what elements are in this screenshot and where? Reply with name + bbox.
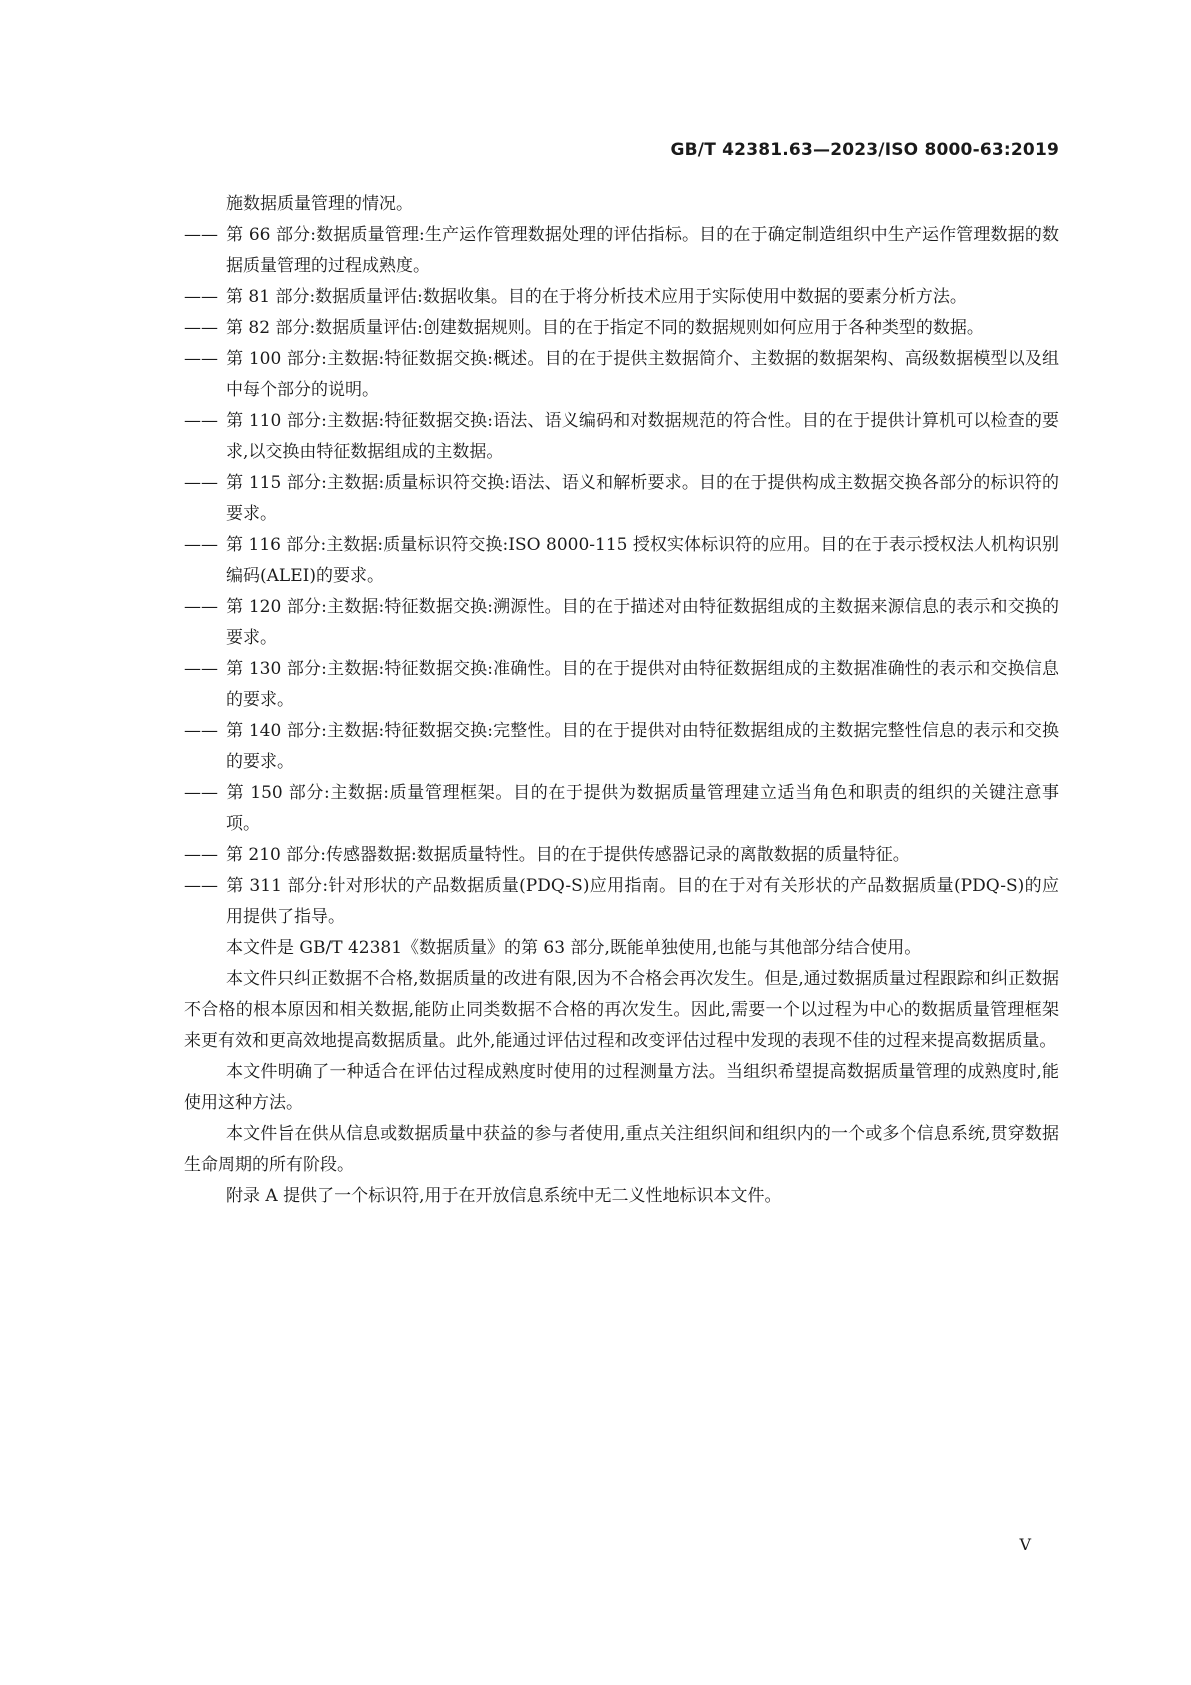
em-dash-marker: —— [184,659,218,679]
list-item-part-120 [184,592,1059,654]
standard-number-header: GB/T 42381.63—2023/ISO 8000-63:2019 [670,140,1059,160]
paragraph-annex-identifier: 附录 A 提供了一个标识符,用于在开放信息系统中无二义性地标识本文件。 [226,1186,782,1206]
em-dash-marker: —— [184,349,218,369]
paragraph-part-statement: 本文件是 GB/T 42381《数据质量》的第 63 部分,既能单独使用,也能与其他部分结合使用。 [226,938,922,958]
list-item-text: 第 116 部分:主数据:质量标识符交换:ISO 8000-115 授权实体标识符的应用。目的在于表示授权法人机构识别编码(ALEI)的要求。 [226,535,1059,586]
list-item-part-130 [184,654,1059,716]
paragraph-measurement-method: 本文件明确了一种适合在评估过程成熟度时使用的过程测量方法。当组织希望提高数据质量管理的成熟度时,能使用这种方法。 [184,1062,1059,1113]
paragraph-intended-audience: 本文件旨在供从信息或数据质量中获益的参与者使用,重点关注组织间和组织内的一个或多个信息系统,贯穿数据生命周期的所有阶段。 [184,1124,1059,1175]
list-item-text: 第 82 部分:数据质量评估:创建数据规则。目的在于指定不同的数据规则如何应用于各种类型的数据。 [226,318,984,338]
list-item-text: 第 150 部分:主数据:质量管理框架。目的在于提供为数据质量管理建立适当角色和职责的组织的关键注意事项。 [226,783,1059,834]
list-item-part-140 [184,716,1059,778]
list-item-part-82 [184,313,1059,344]
page-number: V [1019,1535,1031,1554]
list-item-text: 第 130 部分:主数据:特征数据交换:准确性。目的在于提供对由特征数据组成的主数据准确性的表示和交换信息的要求。 [226,659,1059,710]
list-item-text: 第 210 部分:传感器数据:数据质量特性。目的在于提供传感器记录的离散数据的质量特征。 [226,845,910,865]
em-dash-marker: —— [184,535,218,555]
list-item-part-115 [184,468,1059,530]
list-item-part-81 [184,282,1059,313]
continued-list-text: 施数据质量管理的情况。 [226,194,413,214]
list-item-part-150 [184,778,1059,840]
list-item-part-311 [184,871,1059,933]
list-item-text: 第 311 部分:针对形状的产品数据质量(PDQ-S)应用指南。目的在于对有关形状的产品数据质量(PDQ-S)的应用提供了指导。 [226,876,1059,927]
em-dash-marker: —— [184,287,218,307]
em-dash-marker: —— [184,318,218,338]
em-dash-marker: —— [184,473,218,493]
list-item-part-116 [184,530,1059,592]
list-item-part-100 [184,344,1059,406]
em-dash-marker: —— [184,876,218,896]
list-item-part-66 [184,220,1059,282]
document-body [184,189,1059,1212]
list-item-text: 第 140 部分:主数据:特征数据交换:完整性。目的在于提供对由特征数据组成的主数据完整性信息的表示和交换的要求。 [226,721,1059,772]
list-item-part-210 [184,840,1059,871]
list-item-text: 第 100 部分:主数据:特征数据交换:概述。目的在于提供主数据简介、主数据的数据架构、高级数据模型以及组中每个部分的说明。 [226,349,1059,400]
list-item-text: 第 110 部分:主数据:特征数据交换:语法、语义编码和对数据规范的符合性。目的在于提供计算机可以检查的要求,以交换由特征数据组成的主数据。 [226,411,1059,462]
em-dash-marker: —— [184,597,218,617]
em-dash-marker: —— [184,721,218,741]
paragraph-scope-limitation: 本文件只纠正数据不合格,数据质量的改进有限,因为不合格会再次发生。但是,通过数据质量过程跟踪和纠正数据不合格的根本原因和相关数据,能防止同类数据不合格的再次发生。因此,需要一个以过程为中心的数据质量管理框架来更有效和更高效地提高数据质量。此外,能通过评估过程和改变评估过程中发现的表现不佳的过程来提高数据质量。 [184,969,1059,1051]
list-item-part-110 [184,406,1059,468]
list-item-text: 第 81 部分:数据质量评估:数据收集。目的在于将分析技术应用于实际使用中数据的要素分析方法。 [226,287,967,307]
em-dash-marker: —— [184,411,218,431]
em-dash-marker: —— [184,783,218,803]
list-item-text: 第 115 部分:主数据:质量标识符交换:语法、语义和解析要求。目的在于提供构成主数据交换各部分的标识符的要求。 [226,473,1059,524]
list-item-text: 第 66 部分:数据质量管理:生产运作管理数据处理的评估指标。目的在于确定制造组织中生产运作管理数据的数据质量管理的过程成熟度。 [226,225,1059,276]
em-dash-marker: —— [184,225,218,245]
list-item-text: 第 120 部分:主数据:特征数据交换:溯源性。目的在于描述对由特征数据组成的主数据来源信息的表示和交换的要求。 [226,597,1059,648]
em-dash-marker: —— [184,845,218,865]
